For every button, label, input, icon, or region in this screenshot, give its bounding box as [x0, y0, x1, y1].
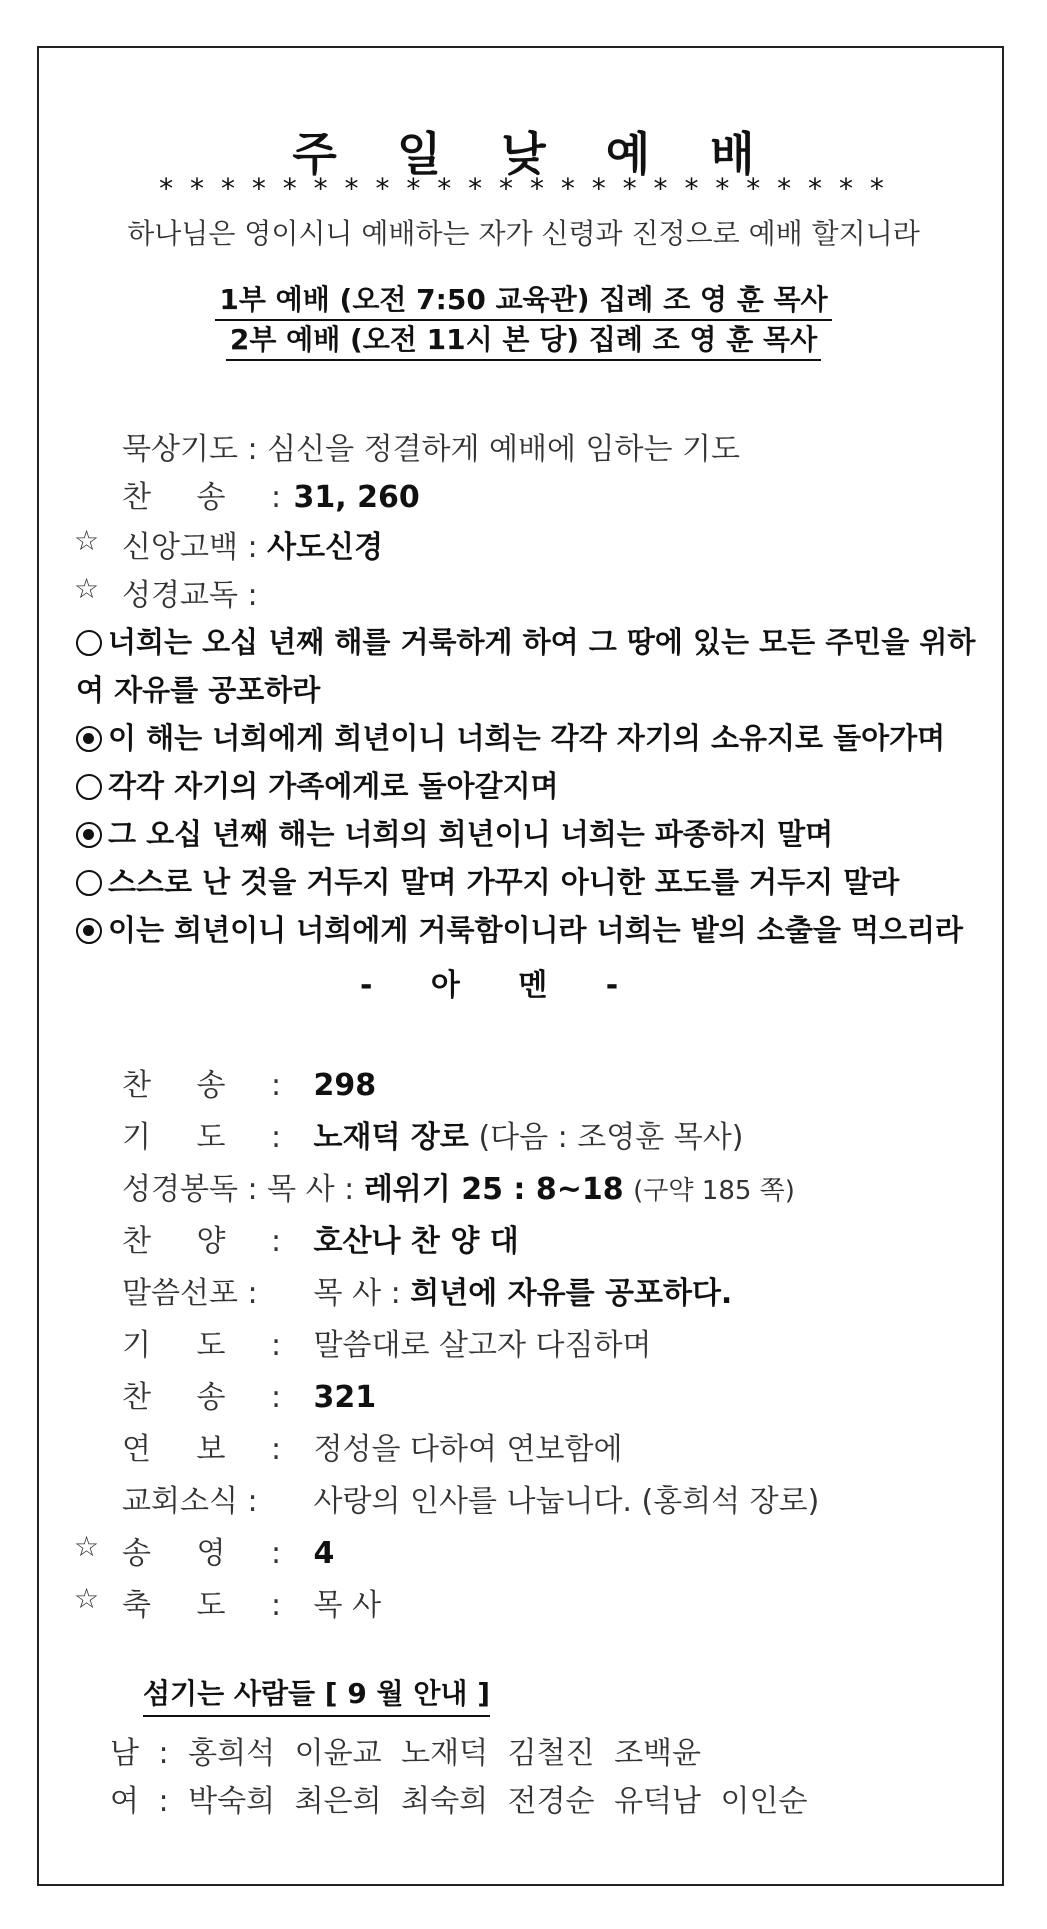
- hymn-value-2: 298: [313, 1068, 377, 1103]
- creed-row: [122, 522, 383, 566]
- service-first: [0, 278, 1047, 318]
- amen-text: - 아 멘 -: [360, 968, 643, 1003]
- hymn-row-2: [122, 1060, 376, 1104]
- sermon-who: 목 사 :: [313, 1276, 401, 1311]
- open-circle-icon: [76, 774, 102, 800]
- hymn-value-3: 321: [313, 1380, 377, 1415]
- reading-line: [76, 668, 976, 709]
- reading-text: 이 해는 너희에게 희년이니 너희는 각각 자기의 소유지로 돌아가며: [108, 721, 946, 755]
- star-icon: ☆: [74, 572, 100, 605]
- prayer2-value: 말씀대로 살고자 다짐하며: [313, 1328, 652, 1363]
- doxology-value: 4: [313, 1536, 335, 1571]
- prayer2-label: 기 도 :: [122, 1328, 282, 1363]
- reading-line: [76, 860, 976, 901]
- service-second: [0, 318, 1047, 358]
- scripture-value: 레위기 25 : 8~18: [363, 1172, 624, 1207]
- hymn-row-1: [122, 472, 420, 516]
- reading-text: 그 오십 년째 해는 너희의 희년이니 너희는 파종하지 말며: [108, 817, 834, 851]
- service-second-text: 2부 예배 (오전 11시 본 당) 집례 조 영 훈 목사: [226, 323, 821, 361]
- offering-label: 연 보 :: [122, 1432, 282, 1467]
- doxology-label: 송 영 :: [122, 1536, 282, 1571]
- sermon-label: 말씀선포 :: [122, 1276, 258, 1311]
- choir-value: 호산나 찬 양 대: [313, 1224, 519, 1259]
- sermon-value: 희년에 자유를 공포하다.: [410, 1276, 733, 1311]
- reading-line: [76, 716, 976, 757]
- reading-line: [76, 812, 976, 853]
- doxology-row: [122, 1528, 334, 1572]
- news-value: 사랑의 인사를 나눕니다. (홍희석 장로): [313, 1484, 820, 1519]
- hymn-label-1: 찬 송 :: [122, 480, 282, 515]
- sermon-row: [122, 1268, 732, 1312]
- offering-row: [122, 1424, 622, 1468]
- open-circle-icon: [76, 870, 102, 896]
- ushers-women: 여 : 박숙희 최은희 최숙희 전경순 유덕남 이인순: [110, 1784, 808, 1819]
- prayer-label: 기 도 :: [122, 1120, 282, 1155]
- news-label: 교회소식 :: [122, 1484, 258, 1519]
- prayer-row: [122, 1112, 743, 1156]
- reading-text: 너희는 오십 년째 해를 거룩하게 하여 그 땅에 있는 모든 주민을 위하: [108, 625, 976, 659]
- page-title: 주 일 낮 예 배: [292, 127, 777, 181]
- benediction-row: [122, 1580, 381, 1624]
- filled-circle-icon: [76, 822, 102, 848]
- benediction-value: 목 사: [313, 1588, 382, 1623]
- news-row: [122, 1476, 819, 1520]
- scripture-who: 목 사 :: [267, 1172, 355, 1207]
- filled-circle-icon: [76, 918, 102, 944]
- choir-label: 찬 양 :: [122, 1224, 282, 1259]
- reading-line: [76, 908, 976, 949]
- reading-line: [76, 620, 976, 661]
- open-circle-icon: [76, 630, 102, 656]
- prayer-value: 노재덕 장로: [313, 1120, 469, 1155]
- service-first-text: 1부 예배 (오전 7:50 교육관) 집례 조 영 훈 목사: [215, 283, 831, 321]
- star-icon: ☆: [74, 524, 100, 557]
- silent-prayer-value: 심신을 정결하게 예배에 임하는 기도: [267, 432, 740, 467]
- hymn-label-3: 찬 송 :: [122, 1380, 282, 1415]
- reading-text: 여 자유를 공포하라: [76, 673, 321, 707]
- subtitle-verse: 하나님은 영이시니 예배하는 자가 신령과 진정으로 예배 할지니라: [127, 217, 920, 250]
- scripture-row: [122, 1164, 795, 1208]
- hymn-label-2: 찬 송 :: [122, 1068, 282, 1103]
- offering-value: 정성을 다하여 연보함에: [313, 1432, 623, 1467]
- reading-text: 스스로 난 것을 거두지 말며 가꾸지 아니한 포도를 거두지 말라: [108, 865, 900, 899]
- creed-label: 신앙고백 :: [122, 530, 258, 565]
- creed-value: 사도신경: [267, 530, 384, 565]
- reading-text: 각각 자기의 가족에게로 돌아갈지며: [108, 769, 559, 803]
- benediction-label: 축 도 :: [122, 1588, 282, 1623]
- star-icon: ☆: [74, 1530, 100, 1563]
- hymn-value-1: 31, 260: [293, 480, 420, 515]
- prayer-note: (다음 : 조영훈 목사): [478, 1120, 744, 1155]
- ushers-men: 남 : 홍희석 이윤교 노재덕 김철진 조백윤: [110, 1736, 702, 1771]
- star-divider: * * * * * * * * * * * * * * * * * * * * * * * *: [159, 172, 888, 205]
- filled-circle-icon: [76, 726, 102, 752]
- reading-label: 성경교독 :: [122, 578, 258, 613]
- reading-row: [122, 570, 258, 614]
- prayer2-row: [122, 1320, 651, 1364]
- ushers-title: 섬기는 사람들 [ 9 월 안내 ]: [143, 1672, 490, 1717]
- hymn-row-3: [122, 1372, 376, 1416]
- scripture-note: (구약 185 쪽): [633, 1176, 795, 1206]
- choir-row: [122, 1216, 519, 1260]
- reading-line: [76, 764, 976, 805]
- reading-text: 이는 희년이니 너희에게 거룩함이니라 너희는 밭의 소출을 먹으리라: [108, 913, 964, 947]
- star-icon: ☆: [74, 1582, 100, 1615]
- silent-prayer-row: [122, 424, 740, 468]
- scripture-label: 성경봉독 :: [122, 1172, 258, 1207]
- silent-prayer-label: 묵상기도 :: [122, 432, 258, 467]
